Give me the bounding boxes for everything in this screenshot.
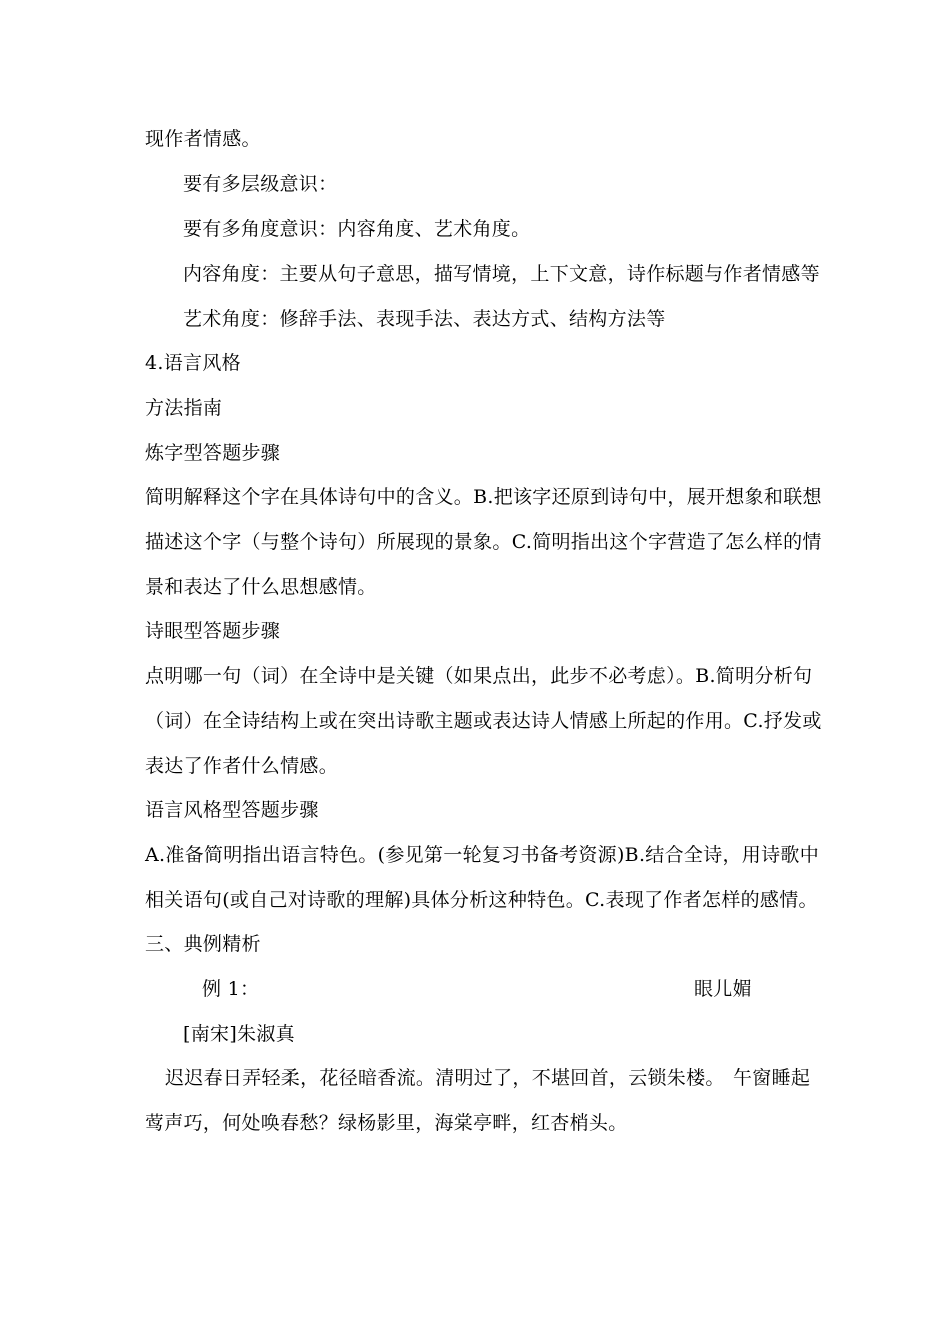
paragraph-line: （词）在全诗结构上或在突出诗歌主题或表达诗人情感上所起的作用。C.抒发或	[145, 710, 822, 732]
paragraph-line: 相关语句(或自己对诗歌的理解)具体分析这种特色。C.表现了作者怎样的感情。	[145, 889, 818, 911]
paragraph-line: 要有多角度意识：内容角度、艺术角度。	[183, 218, 531, 240]
poem-author: [南宋]朱淑真	[183, 1023, 295, 1045]
paragraph-line: 简明解释这个字在具体诗句中的含义。B.把该字还原到诗句中，展开想象和联想	[145, 486, 822, 508]
paragraph-line: 点明哪一句（词）在全诗中是关键（如果点出，此步不必考虑）。B.简明分析句	[145, 665, 813, 687]
section-heading: 三、典例精析	[145, 933, 261, 955]
subheading: 方法指南	[145, 397, 223, 419]
paragraph-line: 现作者情感。	[145, 128, 261, 150]
example-label: 例 1：	[202, 978, 260, 1000]
poem-line: 迟迟春日弄轻柔，花径暗香流。清明过了，不堪回首，云锁朱楼。	[165, 1067, 725, 1089]
paragraph-line: 内容角度：主要从句子意思，描写情境，上下文意，诗作标题与作者情感等	[183, 263, 820, 285]
section-heading: 4.语言风格	[145, 352, 241, 374]
subheading: 语言风格型答题步骤	[145, 799, 319, 821]
subheading: 诗眼型答题步骤	[145, 620, 281, 642]
paragraph-line: 描述这个字（与整个诗句）所展现的景象。C.简明指出这个字营造了怎么样的情	[145, 531, 822, 553]
paragraph-line: 艺术角度：修辞手法、表现手法、表达方式、结构方法等	[183, 308, 666, 330]
poem-line: 午窗睡起	[733, 1067, 811, 1089]
paragraph-line: 表达了作者什么情感。	[145, 755, 339, 777]
paragraph-line: 景和表达了什么思想感情。	[145, 576, 377, 598]
paragraph-line: A.准备简明指出语言特色。(参见第一轮复习书备考资源)B.结合全诗，用诗歌中	[145, 844, 819, 866]
paragraph-line: 要有多层级意识：	[183, 173, 338, 195]
subheading: 炼字型答题步骤	[145, 442, 281, 464]
poem-line: 莺声巧，何处唤春愁？绿杨影里，海棠亭畔，红杏梢头。	[145, 1112, 628, 1134]
poem-title: 眼儿媚	[694, 978, 752, 1000]
